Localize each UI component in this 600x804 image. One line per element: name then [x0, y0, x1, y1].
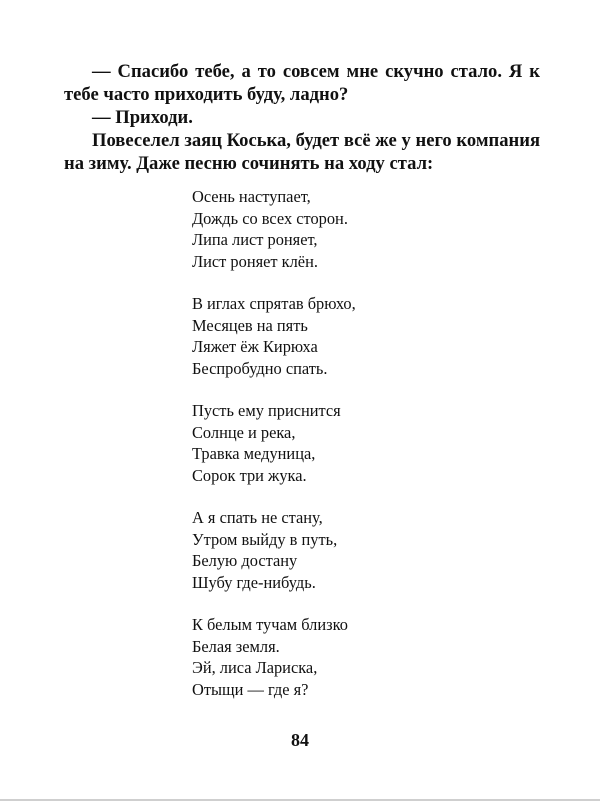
poem-line: Солнце и река,	[192, 422, 296, 442]
poem-line: Пусть ему приснится	[192, 401, 341, 420]
poem-line: Сорок три жука.	[192, 465, 307, 485]
poem-stanza-5	[192, 614, 492, 700]
poem-line: А я спать не стану,	[192, 508, 323, 527]
poem-line: Липа лист роняет,	[192, 230, 318, 249]
page-number: 84	[291, 730, 309, 750]
poem-line: К белым тучам близко	[192, 615, 348, 634]
poem-stanza-4	[192, 507, 492, 593]
poem-line: Дождь со всех сторон.	[192, 208, 348, 228]
poem-stanza-2	[192, 293, 492, 379]
poem-line: Шубу где-нибудь.	[192, 572, 316, 592]
prose-block	[64, 60, 540, 175]
poem-line: Эй, лиса Лариска,	[192, 658, 318, 677]
poem-line: Месяцев на пять	[192, 315, 308, 335]
poem-line: Осень наступает,	[192, 187, 311, 206]
paragraph-dialogue-thanks: — Спасибо тебе, а то совсем мне скучно стало. Я к тебе часто приходить буду, ладно?	[64, 61, 540, 105]
poem-line: Беспробудно спать.	[192, 358, 328, 378]
poem-line: Белую достану	[192, 551, 298, 570]
poem-line: Ляжет ёж Кирюха	[192, 337, 318, 356]
poem-line: Травка медуница,	[192, 444, 316, 463]
poem-line: Отыщи — где я?	[192, 679, 309, 699]
poem-stanza-3	[192, 400, 492, 486]
poem	[192, 186, 492, 721]
poem-line: Белая земля.	[192, 636, 280, 656]
poem-line: Лист роняет клён.	[192, 251, 318, 271]
paragraph-dialogue-reply: — Приходи.	[92, 107, 193, 128]
poem-stanza-1	[192, 186, 492, 272]
poem-line: Утром выйду в путь,	[192, 529, 338, 549]
paragraph-narration: Повеселел заяц Коська, будет всё же у него компания на зиму. Даже песню сочинять на ходу стал:	[64, 130, 540, 174]
bottom-edge-divider	[0, 799, 600, 801]
poem-line: В иглах спрятав брюхо,	[192, 294, 356, 313]
